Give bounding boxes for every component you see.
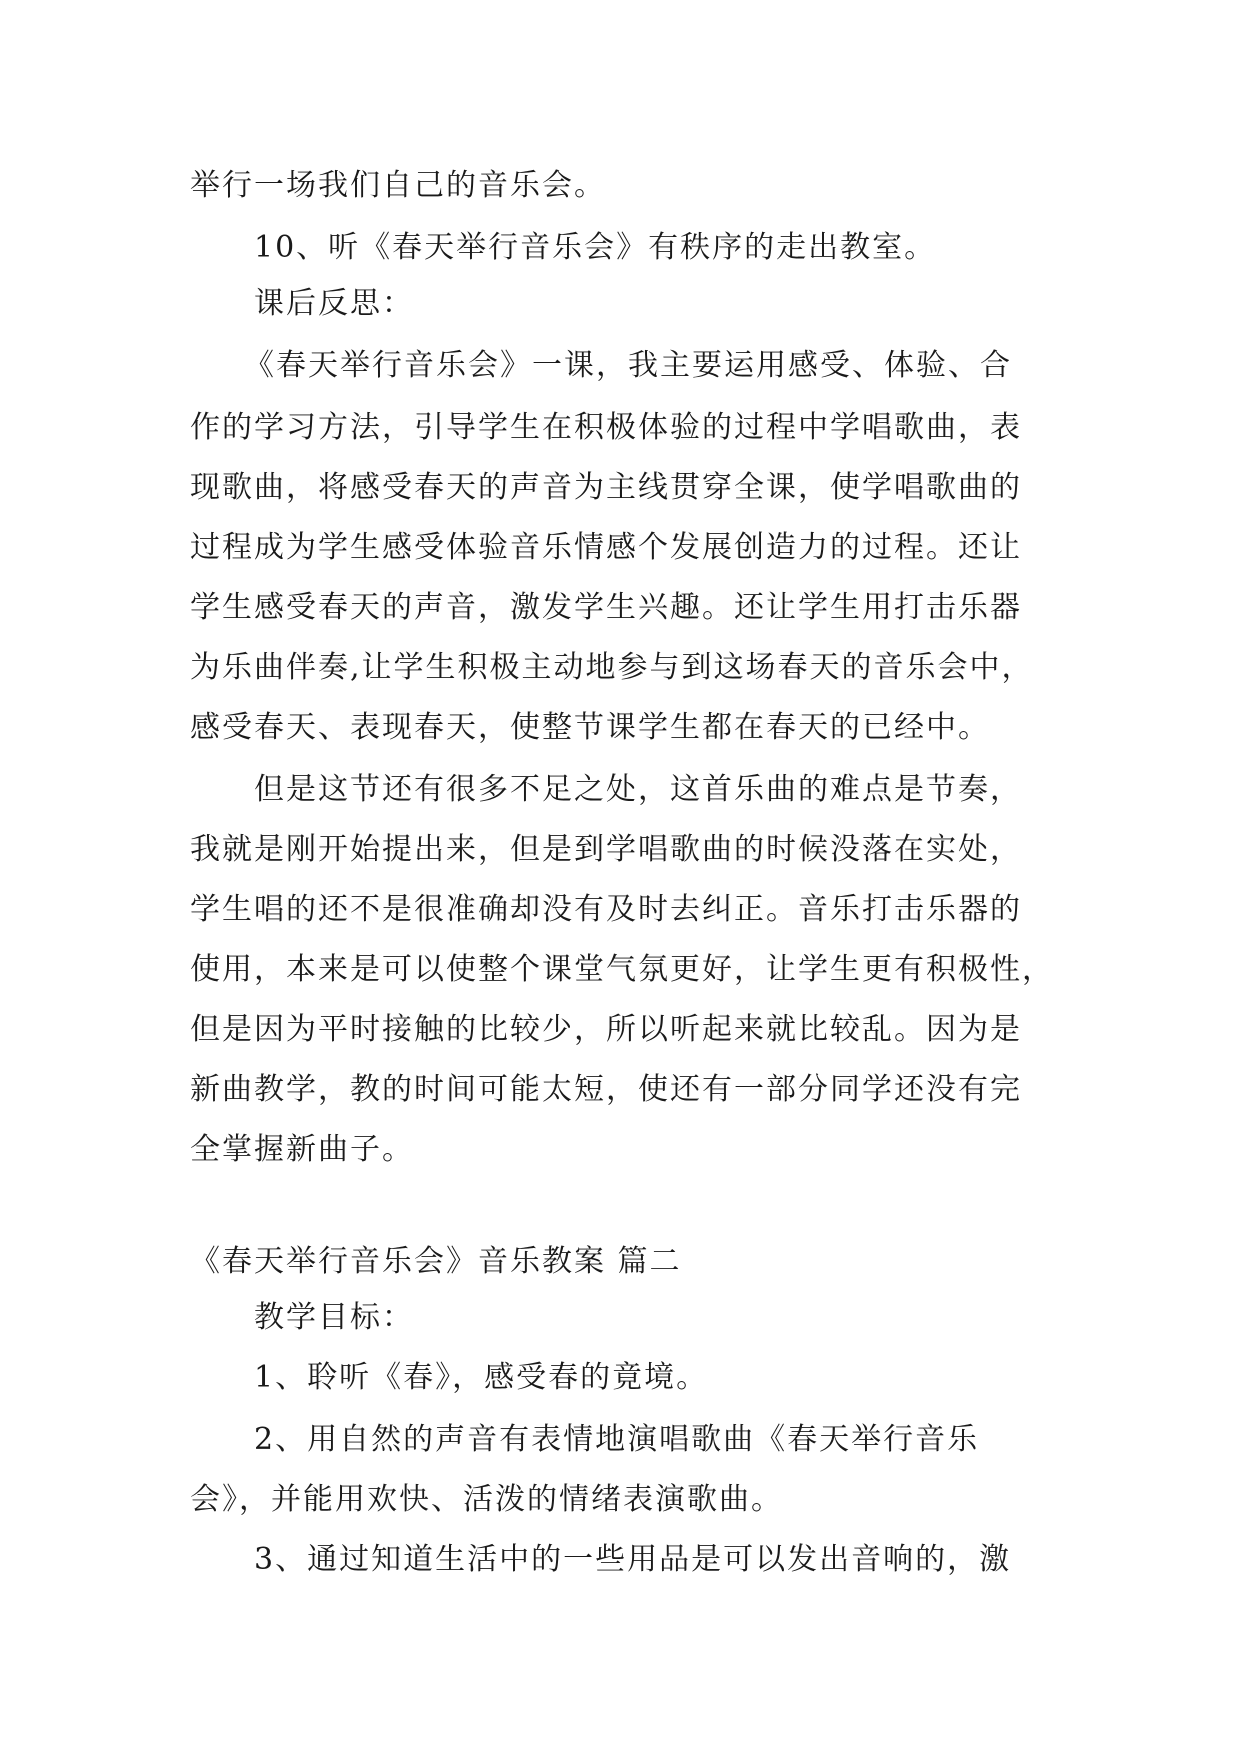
text-line: 学生唱的还不是很准确却没有及时去纠正。音乐打击乐器的 <box>190 892 1022 927</box>
text-line: 《春天举行音乐会》一课，我主要运用感受、体验、合 <box>244 348 1012 383</box>
text-line: 10、听《春天举行音乐会》有秩序的走出教室。 <box>254 230 937 265</box>
list-item: 1、聆听《春》，感受春的竟境。 <box>254 1360 709 1395</box>
text-line: 但是这节还有很多不足之处，这首乐曲的难点是节奏， <box>254 772 1022 807</box>
text-line: 过程成为学生感受体验音乐情感个发展创造力的过程。还让 <box>190 530 1022 565</box>
list-item: 2、用自然的声音有表情地演唱歌曲《春天举行音乐 <box>254 1422 980 1457</box>
list-item: 3、通过知道生活中的一些用品是可以发出音响的，激 <box>254 1542 1012 1577</box>
text-line: 为乐曲伴奏,让学生积极主动地参与到这场春天的音乐会中， <box>190 650 1034 685</box>
text-line: 会》，并能用欢快、活泼的情绪表演歌曲。 <box>190 1482 783 1517</box>
text-line: 举行一场我们自己的音乐会。 <box>190 168 606 203</box>
text-line: 现歌曲，将感受春天的声音为主线贯穿全课，使学唱歌曲的 <box>190 470 1022 505</box>
text-line: 感受春天、表现春天，使整节课学生都在春天的已经中。 <box>190 710 990 745</box>
section-label: 教学目标： <box>254 1300 414 1335</box>
section-label: 课后反思： <box>254 286 414 321</box>
text-line: 但是因为平时接触的比较少，所以听起来就比较乱。因为是 <box>190 1012 1022 1047</box>
text-line: 作的学习方法，引导学生在积极体验的过程中学唱歌曲，表 <box>190 410 1022 445</box>
section-heading: 《春天举行音乐会》音乐教案 篇二 <box>190 1244 682 1279</box>
text-line: 使用，本来是可以使整个课堂气氛更好，让学生更有积极性， <box>190 952 1054 987</box>
text-line: 全掌握新曲子。 <box>190 1132 414 1167</box>
text-line: 学生感受春天的声音，激发学生兴趣。还让学生用打击乐器 <box>190 590 1022 625</box>
text-line: 新曲教学，教的时间可能太短，使还有一部分同学还没有完 <box>190 1072 1022 1107</box>
text-line: 我就是刚开始提出来，但是到学唱歌曲的时候没落在实处， <box>190 832 1022 867</box>
